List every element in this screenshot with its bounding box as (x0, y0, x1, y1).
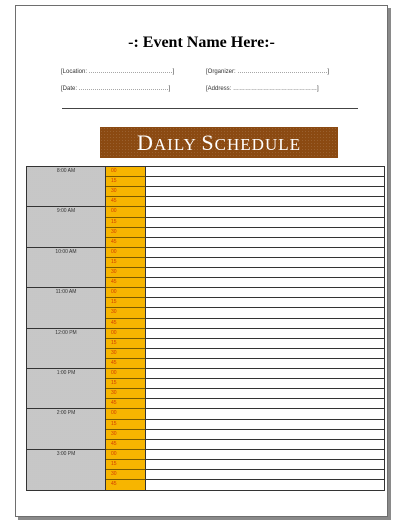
daily-schedule-banner (100, 127, 338, 158)
minute-label: 00 (106, 328, 146, 339)
banner-text-1: AILY (153, 135, 202, 154)
minute-label: 45 (106, 196, 146, 207)
minute-label: 45 (106, 358, 146, 369)
minute-label: 30 (106, 227, 146, 238)
location-field: [Location: ……………………………………] (61, 69, 175, 75)
minute-label: 30 (106, 307, 146, 318)
banner-initial-s: S (201, 130, 215, 155)
minute-label: 45 (106, 439, 146, 450)
hour-label: 3:00 PM (56, 450, 76, 457)
schedule-grid (26, 166, 385, 491)
minute-label: 45 (106, 479, 146, 490)
minute-label: 45 (106, 318, 146, 329)
minute-label: 15 (106, 217, 146, 228)
address-field: [Address: ……………………………………] (206, 86, 319, 92)
minute-label: 45 (106, 237, 146, 248)
minute-label: 15 (106, 459, 146, 470)
minute-label: 45 (106, 277, 146, 288)
header-divider (62, 108, 358, 109)
minute-label: 15 (106, 338, 146, 349)
hour-block (27, 166, 106, 207)
minute-label: 00 (106, 166, 146, 177)
event-title: -: Event Name Here:- (128, 34, 275, 51)
minute-label: 15 (106, 176, 146, 187)
hour-label: 10:00 AM (55, 248, 77, 255)
banner-initial-d: D (137, 130, 154, 155)
minute-label: 15 (106, 419, 146, 430)
minute-label: 00 (106, 247, 146, 258)
minute-label: 30 (106, 469, 146, 480)
minute-label: 30 (106, 267, 146, 278)
date-field: [Date: ………………………………………] (61, 86, 171, 92)
hour-label: 1:00 PM (56, 370, 76, 376)
hour-label: 2:00 PM (56, 410, 76, 417)
minute-label: 00 (106, 408, 146, 419)
minute-label: 00 (106, 449, 146, 460)
hour-block (27, 287, 106, 328)
minute-label: 15 (106, 257, 146, 268)
hour-block (27, 449, 106, 490)
minute-label: 15 (106, 297, 146, 308)
organizer-field: [Organizer: ………………………………………] (206, 69, 330, 75)
hour-label: 12:00 PM (55, 329, 77, 336)
minute-label: 30 (106, 429, 146, 440)
hour-label: 8:00 AM (56, 168, 76, 174)
minute-label: 00 (106, 206, 146, 217)
hour-block (27, 408, 106, 449)
banner-text-2: CHEDULE (214, 135, 301, 154)
minute-label: 30 (106, 186, 146, 197)
hour-block (27, 247, 106, 288)
minute-label: 45 (106, 398, 146, 409)
minute-label: 30 (106, 348, 146, 359)
hour-label: 9:00 AM (56, 208, 76, 215)
hour-block (27, 206, 106, 247)
schedule-page (15, 5, 388, 517)
minute-label: 00 (106, 287, 146, 298)
minute-label: 15 (106, 378, 146, 389)
hour-label: 11:00 AM (55, 289, 77, 296)
note-line[interactable] (146, 479, 384, 490)
minute-label: 00 (106, 368, 146, 379)
minute-label: 30 (106, 388, 146, 399)
hour-block (27, 368, 106, 409)
hour-block (27, 328, 106, 369)
